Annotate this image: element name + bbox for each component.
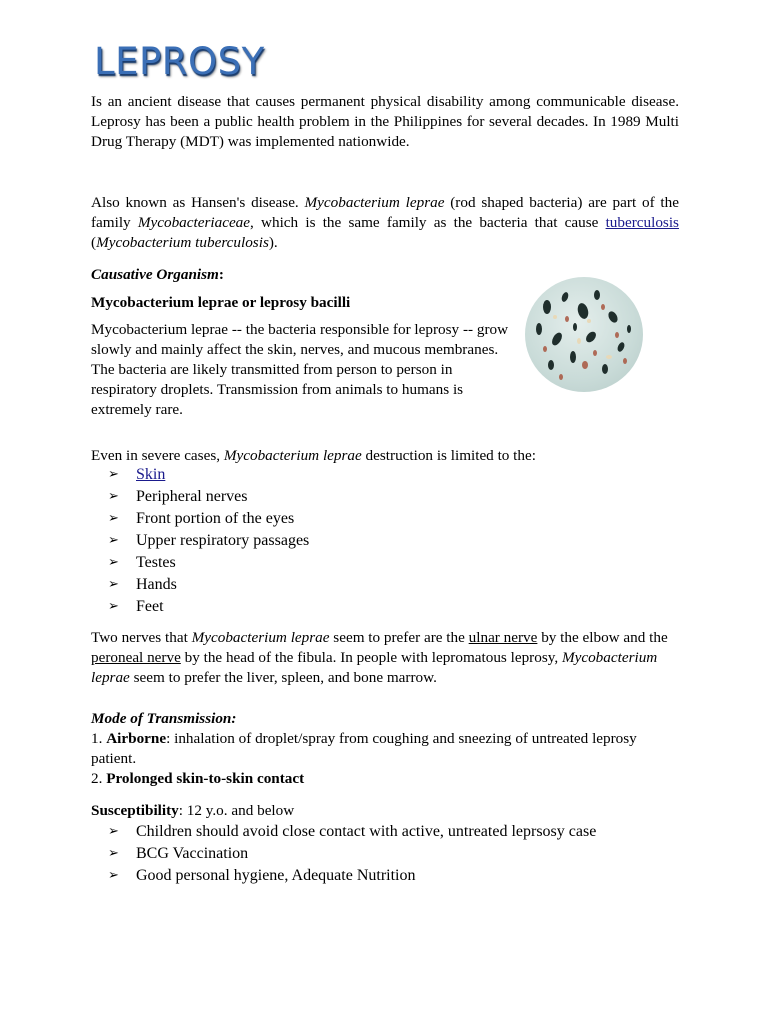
susceptibility-label: Susceptibility — [91, 802, 179, 819]
list-item-label: Peripheral nerves — [136, 488, 248, 505]
tuberculosis-link[interactable]: tuberculosis — [605, 214, 679, 231]
list-item-label: Upper respiratory passages — [136, 532, 310, 549]
aka-text-4: ( — [91, 234, 97, 251]
transmission-contact: Prolonged skin-to-skin contact — [106, 770, 305, 787]
arrow-bullet-icon: ➢ — [108, 467, 119, 482]
list-item-label: Front portion of the eyes — [136, 510, 295, 527]
micrograph-svg — [525, 277, 643, 392]
nerves-text-4: by the head of the fibula. In people with lepromatous leprosy, — [180, 649, 562, 666]
list-item — [108, 530, 309, 552]
transmission-heading: Mode of Transmission: — [91, 710, 237, 727]
list-item — [108, 552, 309, 574]
list-item-label: Testes — [136, 554, 176, 571]
list-item-label: Good personal hygiene, Adequate Nutrition — [136, 867, 416, 884]
nerves-text-5: seem to prefer the liver, spleen, and bone marrow. — [129, 669, 437, 686]
list-item-label: BCG Vaccination — [136, 845, 249, 862]
arrow-bullet-icon: ➢ — [108, 489, 119, 504]
list-item-label: Hands — [136, 576, 177, 593]
causative-heading: Causative Organism — [91, 266, 219, 283]
arrow-bullet-icon: ➢ — [108, 599, 119, 614]
arrow-bullet-icon: ➢ — [108, 511, 119, 526]
ulnar-nerve-term: ulnar nerve — [468, 629, 538, 646]
destruction-italic: Mycobacterium leprae — [223, 447, 362, 464]
aka-italic-1: Mycobacterium leprae — [304, 194, 445, 211]
nerves-paragraph — [91, 628, 679, 688]
list-item — [108, 574, 309, 596]
transmission-item-2 — [91, 769, 679, 789]
list-item — [108, 821, 596, 843]
nerves-italic-1: Mycobacterium leprae — [191, 629, 330, 646]
aka-text-2: (rod shaped bacteria) are part of the family — [91, 194, 679, 231]
causative-colon: : — [218, 266, 224, 283]
list-item-label: Feet — [136, 598, 164, 615]
susceptibility-value: : 12 y.o. and below — [178, 802, 295, 819]
skin-link[interactable]: Skin — [136, 466, 166, 483]
destruction-text-2: destruction is limited to the: — [361, 447, 536, 464]
causative-subheading: Mycobacterium leprae or leprosy bacilli — [91, 294, 351, 311]
affected-areas-list — [108, 464, 309, 618]
susceptibility-line — [91, 801, 679, 821]
transmission-number-1: 1. — [91, 730, 107, 747]
arrow-bullet-icon: ➢ — [108, 846, 119, 861]
nerves-text-1: Two nerves that — [91, 629, 192, 646]
page-title: LEPROSY — [94, 40, 265, 83]
transmission-item-1 — [91, 729, 679, 769]
transmission-airborne: Airborne — [106, 730, 167, 747]
aka-text-5: ). — [268, 234, 278, 251]
arrow-bullet-icon: ➢ — [108, 577, 119, 592]
transmission-airborne-desc: : inhalation of droplet/spray from coughing and sneezing of untreated leprosy patient. — [91, 730, 637, 767]
aka-italic-3: Mycobacterium tuberculosis — [96, 234, 269, 251]
list-item — [108, 508, 309, 530]
nerves-text-2: seem to prefer are the — [329, 629, 469, 646]
list-item-label: Children should avoid close contact with active, untreated leprsosy case — [136, 823, 597, 840]
arrow-bullet-icon: ➢ — [108, 868, 119, 883]
list-item — [108, 486, 309, 508]
aka-italic-2: Mycobacteriaceae — [137, 214, 251, 231]
arrow-bullet-icon: ➢ — [108, 824, 119, 839]
intro-paragraph: Is an ancient disease that causes permanent physical disability among communicable disease. Leprosy has been a public health problem in the Philippines for several decades. In 1989 Multi Drug Therapy (MDT) was implemented nationwide. — [91, 93, 679, 150]
aka-text-3: , which is the same family as the bacteria that cause — [250, 214, 606, 231]
destruction-text-1: Even in severe cases, — [91, 447, 224, 464]
list-item — [108, 596, 309, 618]
aka-paragraph — [91, 193, 679, 253]
list-item — [108, 464, 309, 486]
nerves-italic-2: Mycobacterium leprae — [91, 649, 658, 686]
list-item — [108, 865, 596, 887]
transmission-number-2: 2. — [91, 770, 107, 787]
list-item — [108, 843, 596, 865]
peroneal-nerve-term: peroneal nerve — [91, 649, 181, 666]
susceptibility-list — [108, 821, 596, 887]
nerves-text-3: by the elbow and the — [537, 629, 668, 646]
aka-text-1: Also known as Hansen's disease. — [91, 194, 305, 211]
destruction-intro — [91, 446, 679, 466]
causative-body: Mycobacterium leprae -- the bacteria responsible for leprosy -- grow slowly and mainly affect the skin, nerves, and mucous membranes. The bacteria are likely transmitted from person to person in respiratory droplets. Transmission from animals to humans is extremely rare. — [91, 321, 509, 418]
bacteria-micrograph-image — [525, 277, 643, 392]
arrow-bullet-icon: ➢ — [108, 555, 119, 570]
arrow-bullet-icon: ➢ — [108, 533, 119, 548]
